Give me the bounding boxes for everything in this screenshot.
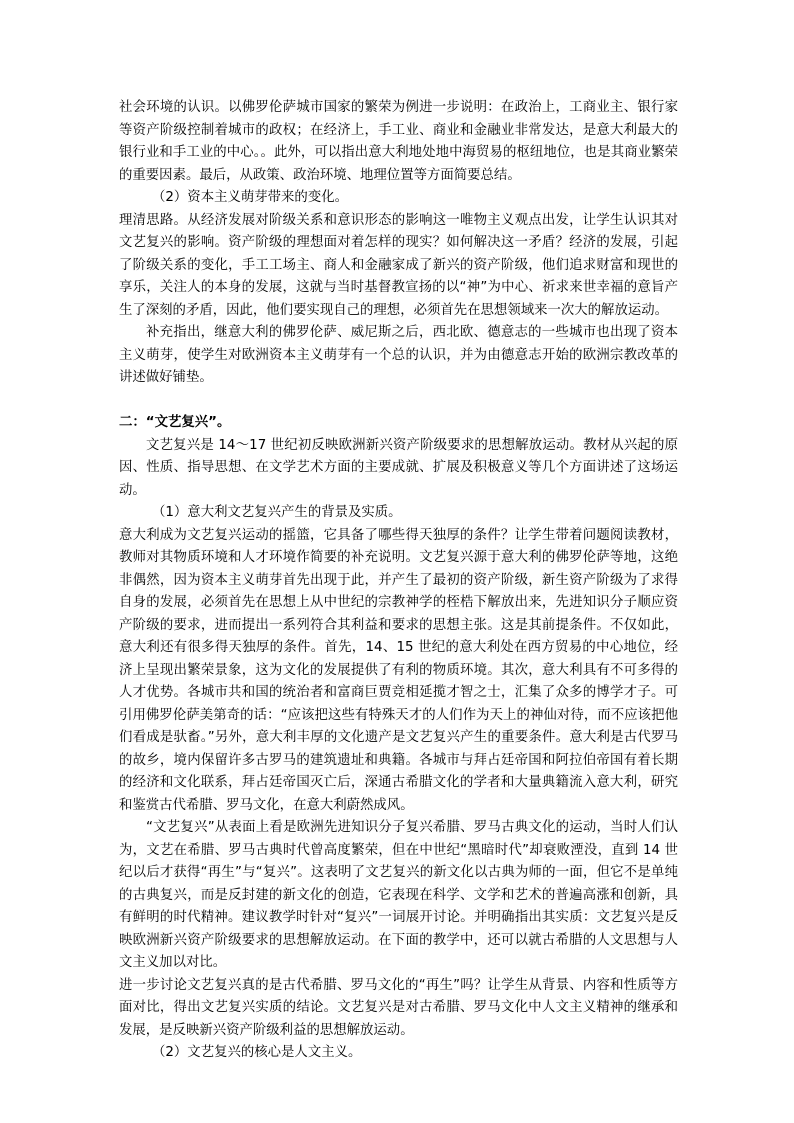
section-heading-renaissance: 二：“文艺复兴”。	[119, 415, 231, 430]
subheading-capitalism-sprouts: （2）资本主义萌芽带来的变化。	[152, 190, 348, 205]
subheading-humanism: （2）文艺复兴的核心是人文主义。	[152, 1045, 362, 1060]
document-page	[119, 97, 678, 1065]
paragraph-italy-conditions: 意大利成为文艺复兴运动的摇篮，它具备了哪些得天独厚的条件？让学生带着问题阅读教材，教师对其物质环境和人才环境作简要的补充说明。文艺复兴源于意大利的佛罗伦萨等地，这绝非偶然，因为资本主义萌芽首先出现于此，并产生了最初的资产阶级，新生资产阶级为了求得自身的发展，必须首先在思想上从中世纪的宗教神学的桎梏下解放出来，先进知识分子顺应资产阶级的要求，进而提出一系列符合其利益和要求的思想主张。这是其前提条件。不仅如此，意大利还有很多得天独厚的条件。首先，14、15 世纪的意大利处在西方贸易的中心地位，经济上呈现出繁荣景象，这为文化的发展提供了有利的物质环境。其次，意大利具有不可多得的人才优势。各城市共和国的统治者和富商巨贾竞相延揽才智之士，汇集了众多的博学才子。可引用佛罗伦萨美第奇的话：“应该把这些有特殊天才的人们作为天上的神仙对待，而不应该把他们看成是驮畜。”另外，意大利丰厚的文化遗产是文艺复兴产生的重要条件。意大利是古代罗马的故乡，境内保留许多古罗马的建筑遗址和典籍。各城市与拜占廷帝国和阿拉伯帝国有着长期的经济和文化联系，拜占廷帝国灭亡后，深通古希腊文化的学者和大量典籍流入意大利，研究和鉴赏古代希腊、罗马文化，在意大利蔚然成风。	[119, 527, 678, 813]
blank-line	[119, 390, 678, 413]
paragraph-renaissance-meaning: “文艺复兴”从表面上看是欧洲先进知识分子复兴希腊、罗马古典文化的运动，当时人们认为，文艺在希腊、罗马古典时代曾高度繁荣，但在中世纪“黑暗时代”却衰败湮没，直到 14 世纪以后才获得“再生”与“复兴”。这表明了文艺复兴的新文化以古典为师的一面，但它不是单纯的古典复兴，而是反封建的新文化的创造，它表现在科学、文学和艺术的普遍高涨和创新，具有鲜明的时代精神。建议教学时针对“复兴”一词展开讨论。并明确指出其实质：文艺复兴是反映欧洲新兴资产阶级要求的思想解放运动。在下面的教学中，还可以就古希腊的人文思想与人文主义加以对比。	[119, 820, 678, 970]
subheading-italy-background: （1）意大利文艺复兴产生的背景及实质。	[152, 505, 402, 520]
paragraph-supplement: 补充指出，继意大利的佛罗伦萨、威尼斯之后，西北欧、德意志的一些城市也出现了资本主义萌芽，使学生对欧洲资本主义萌芽有一个总的认识，并为由德意志开始的欧洲宗教改革的讲述做好铺垫。	[119, 325, 678, 385]
paragraph-class-relations: 理清思路。从经济发展对阶级关系和意识形态的影响这一唯物主义观点出发，让学生认识其对文艺复兴的影响。资产阶级的理想面对着怎样的现实？如何解决这一矛盾？经济的发展，引起了阶级关系的变化，手工工场主、商人和金融家成了新兴的资产阶级，他们追求财富和现世的享乐，关注人的本身的发展，这就与当时基督教宣扬的以“神”为中心、祈求来世幸福的意旨产生了深刻的矛盾，因此，他们要实现自己的理想，必须首先在思想领域来一次大的解放运动。	[119, 212, 678, 318]
paragraph-renaissance-intro: 文艺复兴是 14～17 世纪初反映欧洲新兴资产阶级要求的思想解放运动。教材从兴起的原因、性质、指导思想、在文学艺术方面的主要成就、扩展及积极意义等几个方面讲述了这场运动。	[119, 437, 678, 498]
paragraph-florence-prosperity: 社会环境的认识。以佛罗伦萨城市国家的繁荣为例进一步说明：在政治上，工商业主、银行家等资产阶级控制着城市的政权；在经济上，手工业、商业和金融业非常发达，是意大利最大的银行业和手工业的中心。。此外，可以指出意大利地处地中海贸易的枢纽地位，也是其商业繁荣的重要因素。最后，从政策、政治环境、地理位置等方面简要总结。	[119, 100, 678, 183]
paragraph-further-discussion: 进一步讨论文艺复兴真的是古代希腊、罗马文化的“再生”吗？让学生从背景、内容和性质等方面对比，得出文艺复兴实质的结论。文艺复兴是对古希腊、罗马文化中人文主义精神的继承和发展，是反映新兴资产阶级利益的思想解放运动。	[119, 977, 678, 1038]
